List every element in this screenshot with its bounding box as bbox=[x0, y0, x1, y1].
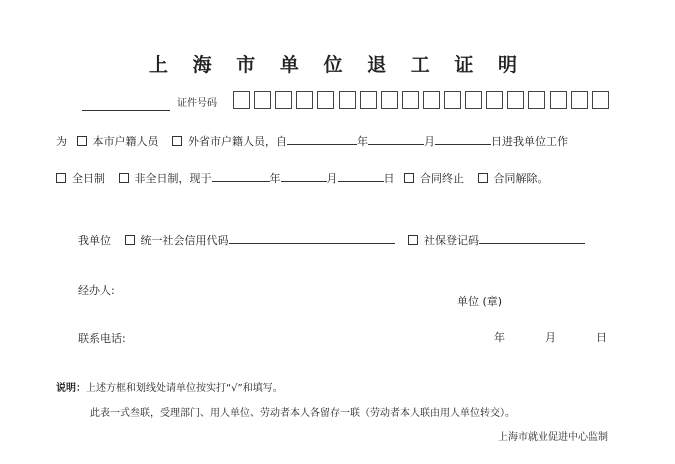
id-digit-box[interactable] bbox=[592, 91, 609, 109]
checkbox-fulltime[interactable] bbox=[56, 173, 66, 183]
unit-code-row bbox=[78, 231, 585, 248]
id-digit-box[interactable] bbox=[528, 91, 545, 109]
employment-type-row bbox=[56, 169, 549, 186]
checkbox-contract-dissolved[interactable] bbox=[478, 173, 488, 183]
label-credit-code: 统一社会信用代码 bbox=[140, 234, 229, 247]
sign-day-label: 日 bbox=[596, 331, 607, 344]
id-digit-box[interactable] bbox=[402, 91, 419, 109]
id-digit-box[interactable] bbox=[339, 91, 356, 109]
id-digit-box[interactable] bbox=[507, 91, 524, 109]
end-day-label: 日 bbox=[383, 172, 395, 185]
checkbox-local-resident[interactable] bbox=[77, 136, 87, 146]
label-local-resident: 本市户籍人员 bbox=[92, 135, 159, 148]
checkbox-parttime[interactable] bbox=[119, 173, 129, 183]
row1-prefix: 为 bbox=[56, 135, 67, 148]
id-digit-box[interactable] bbox=[444, 91, 461, 109]
label-contract-terminated: 合同终止 bbox=[420, 172, 464, 185]
label-fulltime: 全日制 bbox=[72, 172, 105, 185]
notes-text-1: 上述方框和划线处请单位按实打“√”和填写。 bbox=[86, 383, 283, 394]
id-digit-box[interactable] bbox=[550, 91, 567, 109]
start-month-field[interactable] bbox=[368, 132, 424, 145]
id-digit-box[interactable] bbox=[571, 91, 588, 109]
label-contract-dissolved: 合同解除。 bbox=[493, 172, 549, 185]
credit-code-field[interactable] bbox=[229, 231, 395, 244]
notes-line-1 bbox=[56, 382, 283, 396]
notes-line-2: 此表一式叁联，受理部门、用人单位、劳动者本人各留存一联（劳动者本人联由用人单位转交）。 bbox=[90, 408, 515, 419]
id-digit-box[interactable] bbox=[423, 91, 440, 109]
checkbox-nonlocal-resident[interactable] bbox=[172, 136, 182, 146]
checkbox-social-security-code[interactable] bbox=[408, 235, 418, 245]
start-year-field[interactable] bbox=[287, 132, 357, 145]
social-security-code-field[interactable] bbox=[479, 231, 585, 244]
checkbox-credit-code[interactable] bbox=[125, 235, 135, 245]
id-digit-box[interactable] bbox=[486, 91, 503, 109]
id-digit-box[interactable] bbox=[275, 91, 292, 109]
id-digit-box[interactable] bbox=[381, 91, 398, 109]
name-underline[interactable] bbox=[82, 98, 170, 111]
end-month-label: 月 bbox=[326, 172, 338, 185]
end-year-field[interactable] bbox=[212, 169, 270, 182]
handler-label: 经办人: bbox=[78, 284, 115, 297]
sign-month-label: 月 bbox=[545, 331, 556, 344]
end-year-label: 年 bbox=[269, 172, 281, 185]
id-digit-box[interactable] bbox=[360, 91, 377, 109]
id-digit-box[interactable] bbox=[296, 91, 313, 109]
phone-label: 联系电话: bbox=[78, 332, 126, 345]
id-digit-box[interactable] bbox=[233, 91, 250, 109]
employment-origin-row bbox=[56, 132, 568, 149]
end-month-field[interactable] bbox=[281, 169, 327, 182]
issuer-footer: 上海市就业促进中心监制 bbox=[498, 432, 608, 443]
checkbox-contract-terminated[interactable] bbox=[404, 173, 414, 183]
label-social-security-code: 社保登记码 bbox=[424, 234, 479, 247]
label-parttime: 非全日制，现于 bbox=[134, 172, 212, 185]
id-number-label: 证件号码 bbox=[177, 98, 217, 109]
our-unit-label: 我单位 bbox=[78, 234, 111, 247]
sign-year-label: 年 bbox=[494, 331, 505, 344]
end-day-field[interactable] bbox=[338, 169, 384, 182]
start-year-label: 年 bbox=[357, 135, 368, 148]
unit-seal-label: 单位 (章) bbox=[457, 295, 503, 308]
label-nonlocal-resident: 外省市户籍人员，自 bbox=[188, 135, 287, 148]
id-digit-box[interactable] bbox=[317, 91, 334, 109]
start-month-label: 月 bbox=[424, 135, 435, 148]
id-digit-box[interactable] bbox=[465, 91, 482, 109]
id-digit-box[interactable] bbox=[254, 91, 271, 109]
notes-heading: 说明： bbox=[56, 383, 86, 394]
start-suffix-label: 日进我单位工作 bbox=[491, 135, 568, 148]
start-day-field[interactable] bbox=[435, 132, 491, 145]
document-title: 上 海 市 单 位 退 工 证 明 bbox=[149, 54, 526, 76]
